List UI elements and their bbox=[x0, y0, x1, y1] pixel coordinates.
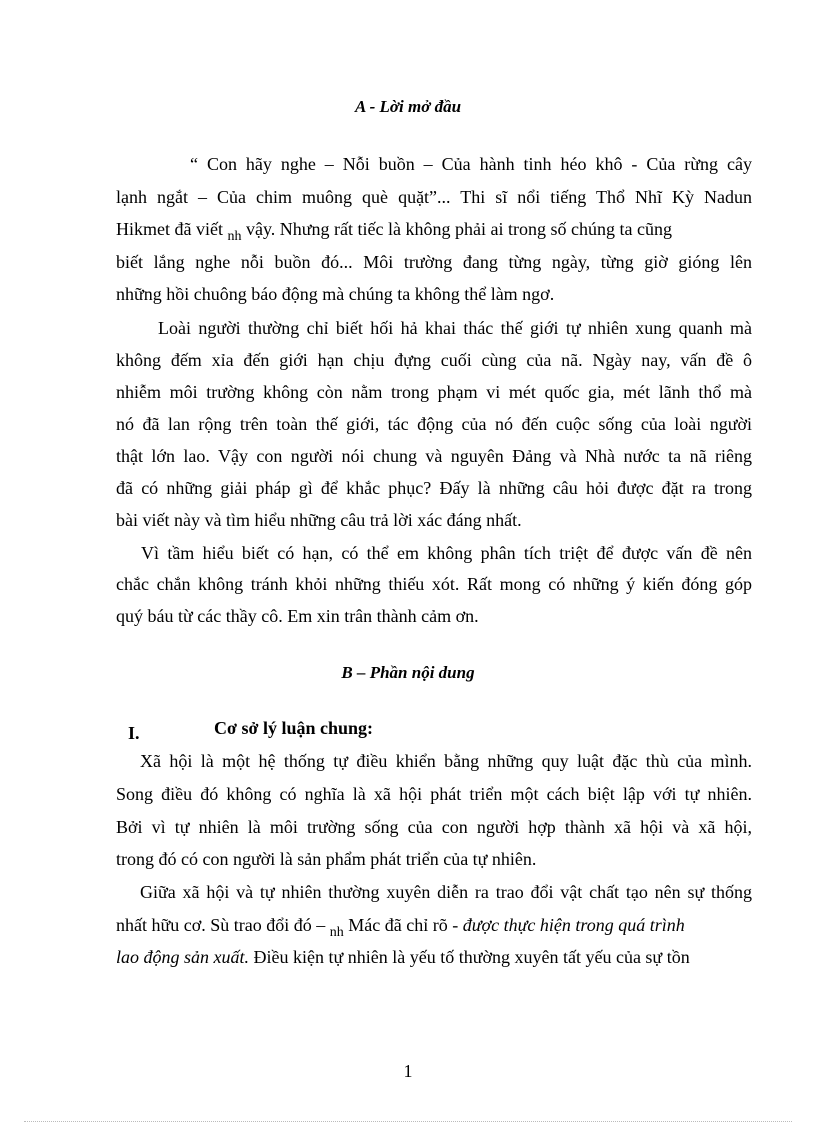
para2-line-5: thật lớn lao. Vậy con người nói chung và nguyên Đảng và Nhà nước ta nã riêng bbox=[116, 446, 752, 466]
intro-line-4: biết lắng nghe nỗi buồn đó... Môi trường đang từng ngày, từng giờ gióng lên bbox=[116, 252, 752, 272]
section-title: Cơ sở lý luận chung: bbox=[214, 718, 373, 738]
para4-line-4: trong đó có con người là sản phẩm phát triển của tự nhiên. bbox=[116, 849, 537, 869]
para5-line-2 bbox=[116, 915, 752, 938]
page-number: 1 bbox=[403, 1061, 413, 1081]
heading-content: B – Phần nội dung bbox=[341, 663, 475, 682]
intro-line-3-b: vậy. Nhưng rất tiếc là không phải ai trong số chúng ta cũng bbox=[241, 219, 672, 239]
para5-line-2-sub: nh bbox=[329, 925, 344, 940]
para4-line-3: Bởi vì tự nhiên là môi trường sống của con người hợp thành xã hội và xã hội, bbox=[116, 817, 752, 837]
para2-line-3: nhiễm môi trường không còn nằm trong phạm vi mét quốc gia, mét lãnh thổ mà bbox=[116, 382, 752, 402]
para2-line-1: Loài người thường chỉ biết hối hả khai thác thế giới tự nhiên xung quanh mà bbox=[158, 318, 752, 338]
para5-line-3-b: Điều kiện tự nhiên là yếu tố thường xuyên tất yếu của sự tồn bbox=[249, 947, 690, 967]
heading-introduction: A - Lời mở đầu bbox=[354, 97, 462, 116]
intro-line-1: “ Con hãy nghe – Nỗi buồn – Của hành tinh héo khô - Của rừng cây bbox=[190, 154, 752, 174]
section-number: I. bbox=[128, 723, 140, 743]
para4-line-2: Song điều đó không có nghĩa là xã hội phát triển một cách biệt lập với tự nhiên. bbox=[116, 784, 752, 804]
para5-line-1: Giữa xã hội và tự nhiên thường xuyên diễn ra trao đổi vật chất tạo nên sự thống bbox=[140, 882, 752, 902]
intro-line-3-sub: nh bbox=[227, 229, 242, 244]
para2-line-6: đã có những giải pháp gì để khắc phục? Đấy là những câu hỏi được đặt ra trong bbox=[116, 478, 752, 498]
intro-line-3 bbox=[116, 219, 752, 242]
para3-line-3: quý báu từ các thầy cô. Em xin trân thành cảm ơn. bbox=[116, 606, 479, 626]
para2-line-4: nó đã lan rộng trên toàn thế giới, tác động của nó đến cuộc sống của loài người bbox=[116, 414, 752, 434]
para5-line-3 bbox=[116, 947, 752, 967]
para5-line-3-italic: lao động sản xuất. bbox=[116, 947, 249, 967]
intro-line-5: những hồi chuông báo động mà chúng ta không thể làm ngơ. bbox=[116, 284, 555, 304]
para5-line-2-b: Mác đã chỉ rõ - bbox=[343, 915, 463, 935]
intro-line-2: lạnh ngắt – Của chim muông què quặt”... Thi sĩ nổi tiếng Thổ Nhĩ Kỳ Nadun bbox=[116, 187, 752, 207]
para5-line-2-a: nhất hữu cơ. Sù trao đổi đó – bbox=[116, 915, 330, 935]
para3-line-2: chắc chắn không tránh khỏi những thiếu xót. Rất mong có những ý kiến đóng góp bbox=[116, 574, 752, 594]
intro-line-3-a: Hikmet đã viết bbox=[116, 219, 228, 239]
para3-line-1: Vì tầm hiểu biết có hạn, có thể em không phân tích triệt để được vấn đề nên bbox=[141, 543, 752, 563]
para4-line-1: Xã hội là một hệ thống tự điều khiển bằng những quy luật đặc thù của mình. bbox=[140, 751, 752, 771]
para2-line-7: bài viết này và tìm hiểu những câu trả lời xác đáng nhất. bbox=[116, 510, 522, 530]
para5-line-2-italic: được thực hiện trong quá trình bbox=[462, 915, 685, 935]
para2-line-2: không đếm xỉa đến giới hạn chịu đựng cuối cùng của nã. Ngày nay, vấn đề ô bbox=[116, 350, 752, 370]
page-footer-divider bbox=[24, 1121, 792, 1122]
